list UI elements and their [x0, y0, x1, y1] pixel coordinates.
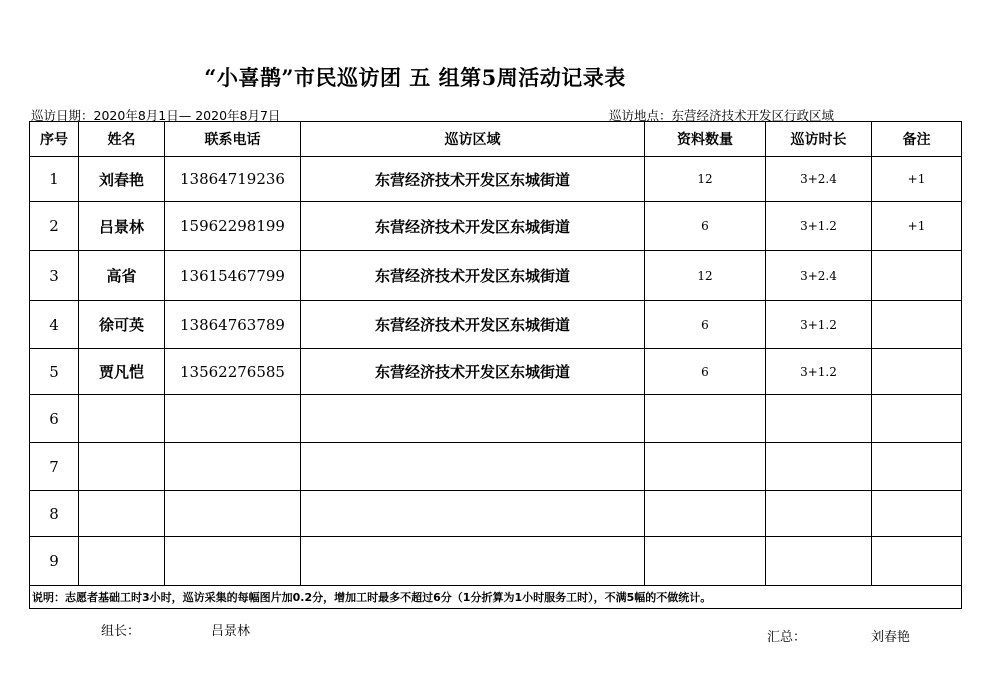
cell-phone: 13562276585 [165, 349, 301, 395]
table-row [30, 395, 962, 443]
cell-duration [766, 491, 872, 537]
cell-phone: 13615467799 [165, 251, 301, 301]
cell-count [645, 491, 766, 537]
table-row [30, 443, 962, 491]
cell-duration: 3+1.2 [766, 202, 872, 251]
col-header-phone: 联系电话 [165, 122, 301, 157]
cell-area: 东营经济技术开发区东城街道 [301, 157, 645, 202]
table-row [30, 349, 962, 395]
cell-name: 高省 [79, 251, 165, 301]
cell-index: 9 [30, 537, 79, 586]
cell-remark [872, 491, 962, 537]
cell-remark [872, 251, 962, 301]
cell-remark [872, 537, 962, 586]
cell-phone [165, 395, 301, 443]
cell-count: 12 [645, 157, 766, 202]
cell-area: 东营经济技术开发区东城街道 [301, 301, 645, 349]
cell-count [645, 443, 766, 491]
table-row [30, 157, 962, 202]
cell-index: 5 [30, 349, 79, 395]
cell-name [79, 491, 165, 537]
cell-phone [165, 443, 301, 491]
cell-index: 8 [30, 491, 79, 537]
cell-name: 刘春艳 [79, 157, 165, 202]
cell-remark [872, 395, 962, 443]
cell-remark [872, 349, 962, 395]
cell-area: 东营经济技术开发区东城街道 [301, 349, 645, 395]
page-title: “小喜鹊”市民巡访团 五 组第5周活动记录表 [204, 65, 626, 90]
cell-duration: 3+2.4 [766, 251, 872, 301]
cell-area: 东营经济技术开发区东城街道 [301, 251, 645, 301]
col-header-remark: 备注 [872, 122, 962, 157]
cell-duration [766, 395, 872, 443]
cell-phone: 13864719236 [165, 157, 301, 202]
cell-remark: +1 [872, 157, 962, 202]
cell-count [645, 537, 766, 586]
cell-count: 6 [645, 301, 766, 349]
table-row [30, 202, 962, 251]
summary-label: 汇总： [767, 630, 807, 645]
cell-name [79, 537, 165, 586]
cell-count: 12 [645, 251, 766, 301]
cell-index: 3 [30, 251, 79, 301]
note-text: 说明：志愿者基础工时3小时，巡访采集的每幅图片加0.2分，增加工时最多不超过6分（1分折算为1小时服务工时），不满5幅的不做统计。 [30, 586, 962, 609]
cell-area [301, 395, 645, 443]
cell-index: 1 [30, 157, 79, 202]
table-row [30, 301, 962, 349]
cell-area [301, 443, 645, 491]
cell-remark [872, 443, 962, 491]
cell-count [645, 395, 766, 443]
cell-duration [766, 537, 872, 586]
cell-name: 贾凡恺 [79, 349, 165, 395]
cell-name [79, 443, 165, 491]
cell-name: 吕景林 [79, 202, 165, 251]
leader-name: 吕景林 [211, 624, 251, 639]
cell-phone [165, 537, 301, 586]
cell-index: 4 [30, 301, 79, 349]
cell-index: 6 [30, 395, 79, 443]
cell-phone: 15962298199 [165, 202, 301, 251]
table-row [30, 537, 962, 586]
patrol-place-value: 东营经济技术开发区行政区域 [671, 108, 835, 123]
cell-name [79, 395, 165, 443]
cell-area [301, 491, 645, 537]
cell-index: 7 [30, 443, 79, 491]
cell-area: 东营经济技术开发区东城街道 [301, 202, 645, 251]
patrol-date-label: 巡访日期： [31, 108, 94, 123]
col-header-duration: 巡访时长 [766, 122, 872, 157]
cell-count: 6 [645, 202, 766, 251]
note-row [30, 586, 962, 609]
leader-label: 组长： [101, 624, 141, 639]
table-row [30, 251, 962, 301]
record-table [29, 121, 962, 609]
patrol-place-label: 巡访地点： [609, 108, 672, 123]
table-header-row [30, 122, 962, 157]
col-header-name: 姓名 [79, 122, 165, 157]
cell-duration: 3+1.2 [766, 349, 872, 395]
cell-phone [165, 491, 301, 537]
cell-count: 6 [645, 349, 766, 395]
cell-area [301, 537, 645, 586]
col-header-area: 巡访区域 [301, 122, 645, 157]
cell-duration: 3+1.2 [766, 301, 872, 349]
table-row [30, 491, 962, 537]
cell-name: 徐可英 [79, 301, 165, 349]
cell-duration [766, 443, 872, 491]
cell-remark: +1 [872, 202, 962, 251]
cell-index: 2 [30, 202, 79, 251]
cell-phone: 13864763789 [165, 301, 301, 349]
col-header-count: 资料数量 [645, 122, 766, 157]
patrol-date-value: 2020年8月1日— 2020年8月7日 [93, 108, 281, 123]
cell-remark [872, 301, 962, 349]
summary-name: 刘春艳 [871, 630, 911, 645]
cell-duration: 3+2.4 [766, 157, 872, 202]
col-header-index: 序号 [30, 122, 79, 157]
